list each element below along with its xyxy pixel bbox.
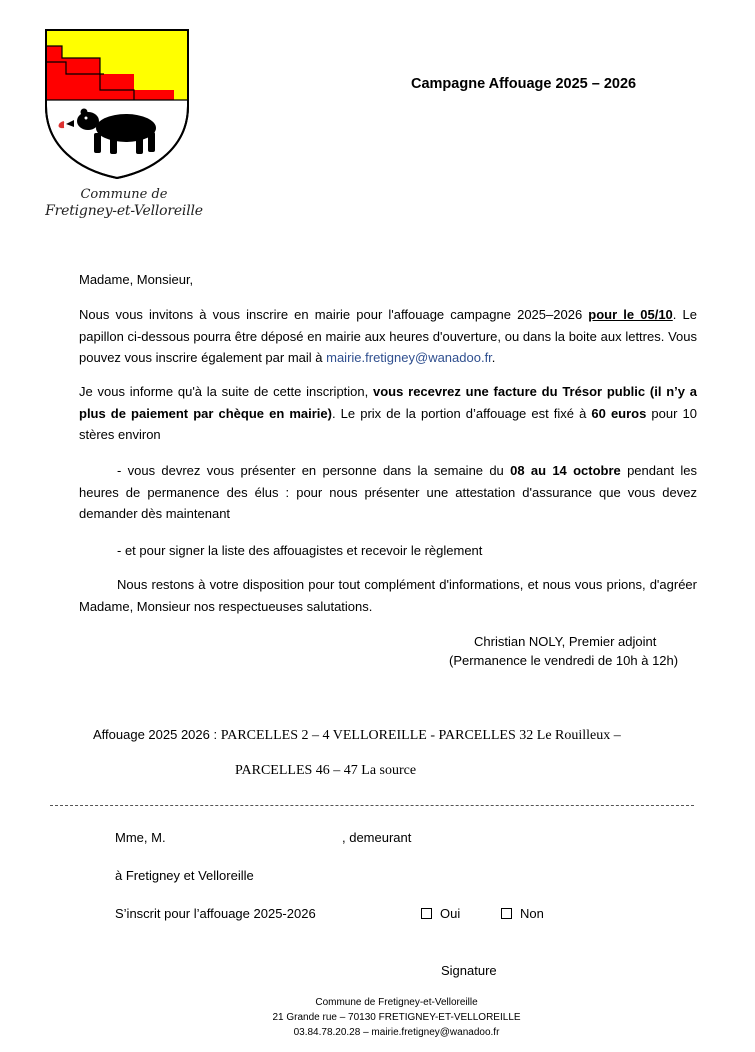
signature-label: Signature: [441, 963, 497, 978]
town-label: à Fretigney et Velloreille: [115, 868, 254, 883]
parcelles-text-1: PARCELLES 2 – 4 VELLOREILLE - PARCELLES 32 Le Rouilleux –: [220, 728, 621, 743]
salutation: Madame, Monsieur,: [79, 272, 194, 287]
paragraph-presence: [79, 460, 697, 525]
commune-line2: Fretigney-et-Velloreille: [45, 203, 203, 219]
footer-line-2: [0, 1010, 755, 1025]
invitation-text-3: .: [491, 350, 496, 365]
footer-line-3: [0, 1025, 755, 1040]
parcelles-label: Affouage 2025 2026 :: [93, 727, 221, 742]
cut-line-divider: [50, 805, 694, 806]
invoice-text-3: pour 10 stères environ: [79, 405, 697, 442]
paragraph-invoice: [79, 381, 697, 446]
presence-text: - vous devrez vous présenter en personne dans la semaine du: [117, 463, 511, 478]
option-no[interactable]: [501, 903, 544, 925]
document-title: Campagne Affouage 2025 – 2026: [411, 76, 637, 92]
option-no-label: Non: [520, 906, 544, 921]
price: 60 euros: [591, 405, 647, 421]
checkbox-yes[interactable]: [421, 908, 432, 919]
invoice-text: Je vous informe qu'à la suite de cette inscription,: [79, 384, 374, 399]
parcelles-line-1: [93, 727, 621, 744]
footer-line-1: [0, 995, 755, 1010]
footer-contact: 03.84.78.20.28 – mairie.fretigney@wanadoo.fr: [293, 1027, 500, 1038]
invitation-text: Nous vous invitons à vous inscrire en mairie pour l'affouage campagne 2025–2026: [79, 307, 589, 322]
footer-address: 21 Grande rue – 70130 FRETIGNEY-ET-VELLOREILLE: [272, 1012, 521, 1023]
presence-text-2: pendant les heures de permanence des élus : pour nous présenter une attestation d'assurance que vous devez demander dès maintenant: [79, 463, 697, 521]
invoice-bold: vous recevrez une facture du Trésor public (il n’y a plus de paiement par chèque en mairie): [79, 384, 697, 421]
paragraph-invitation: [79, 304, 697, 369]
presence-dates: 08 au 14 octobre: [510, 463, 621, 478]
signatory: Christian NOLY, Premier adjoint: [474, 634, 657, 649]
deadline: pour le 05/10: [588, 307, 673, 322]
register-label: S’inscrit pour l’affouage 2025-2026: [115, 906, 316, 921]
option-yes[interactable]: [421, 903, 460, 925]
paragraph-sign-list: - et pour signer la liste des affouagistes et recevoir le règlement: [117, 543, 483, 558]
footer-commune: Commune de Fretigney-et-Velloreille: [315, 997, 478, 1008]
invitation-text-2: . Le papillon ci-dessous pourra être déposé en mairie aux heures d'ouverture, ou dans la boite aux lettres. Vous pouvez vous inscrire également par mail à: [79, 307, 697, 365]
residence-label: , demeurant: [342, 830, 412, 845]
checkbox-no[interactable]: [501, 908, 512, 919]
name-field-label: Mme, M.: [115, 830, 166, 845]
email-link[interactable]: mairie.fretigney@wanadoo.fr: [326, 350, 492, 365]
coat-of-arms-logo: [44, 28, 190, 180]
permanence-hours: (Permanence le vendredi de 10h à 12h): [449, 653, 679, 668]
option-yes-label: Oui: [440, 906, 461, 921]
commune-name: [40, 186, 208, 220]
commune-line1: Commune de: [80, 187, 168, 202]
invoice-text-2: . Le prix de la portion d’affouage est fixé à: [331, 405, 592, 421]
parcelles-line-2: PARCELLES 46 – 47 La source: [235, 763, 417, 778]
paragraph-closing: Nous restons à votre disposition pour tout complément d'informations, et nous vous prions, d'agréer Madame, Monsieur nos respectueuses salutations.: [79, 577, 697, 614]
